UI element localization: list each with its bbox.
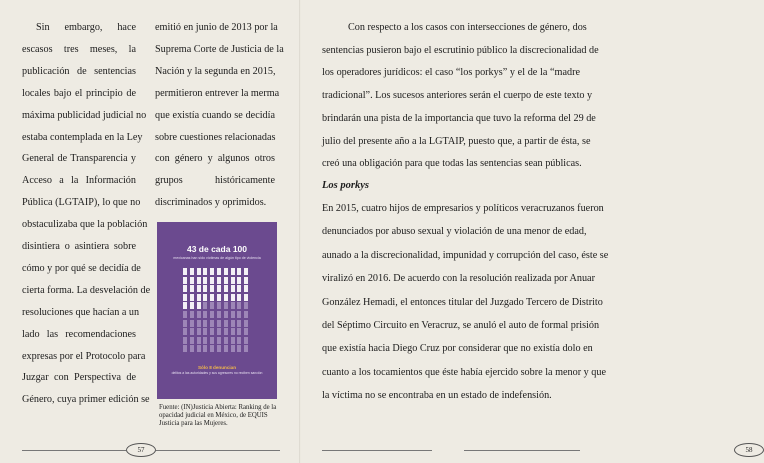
infographic-footnote: delitos a las autoridades y sus agresores no reciben sanción [171, 371, 263, 375]
woman-figure [224, 337, 228, 344]
woman-figure [217, 302, 221, 309]
text-line: cierta forma. La desvelación de [22, 284, 151, 296]
woman-figure [244, 311, 248, 318]
woman-figure [210, 311, 214, 318]
woman-figure [210, 302, 214, 309]
woman-figure [203, 311, 207, 318]
woman-figure [197, 294, 201, 301]
woman-figure [197, 337, 201, 344]
woman-figure [224, 294, 228, 301]
infographic-highlight: Sólo 8 denuncian [197, 365, 237, 370]
text-line: Nación y la segunda en 2015, [155, 65, 276, 77]
text-line: denunciados por abuso sexual y violación de una menor de edad, [322, 226, 587, 238]
text-line: sobre cuestiones relacionadas [155, 131, 276, 143]
text-line: grupos históricamente [155, 175, 275, 187]
text-line: escasos tres meses, la [22, 43, 136, 55]
text-line: Género, cuya primer edición se [22, 394, 150, 406]
text-line: permitieron entrever la merma [155, 87, 280, 99]
woman-figure [244, 320, 248, 327]
text-line: Sin embargo, hace [36, 22, 136, 33]
woman-figure [190, 320, 194, 327]
infographic-subline: mexicanas han sido víctimas de algún tipo de violencia [173, 256, 261, 260]
text-line: resoluciones que hacían a un [22, 306, 140, 318]
text-line: creó una obligación para que todas las sentencias sean públicas. [322, 158, 582, 170]
woman-figure [203, 268, 207, 275]
section-heading: Los porkys [322, 180, 369, 191]
footer-rule-left [22, 450, 126, 451]
woman-figure [190, 277, 194, 284]
woman-figure [231, 311, 235, 318]
woman-figure [190, 285, 194, 292]
woman-figure [224, 277, 228, 284]
woman-figure [224, 285, 228, 292]
woman-figure [224, 268, 228, 275]
woman-figure [237, 268, 241, 275]
woman-figure [217, 294, 221, 301]
text-line: obstaculizaba que la población [22, 219, 148, 231]
woman-figure [210, 328, 214, 335]
woman-figure [237, 345, 241, 352]
text-line: lado las recomendaciones [22, 328, 136, 340]
woman-figure [217, 285, 221, 292]
woman-figure [224, 320, 228, 327]
woman-figure [237, 294, 241, 301]
text-line: González Hemadi, el entonces titular del Juzgado Tercero de Distrito [322, 296, 603, 308]
footer-rule-right [464, 450, 580, 451]
text-line: que existía hacia Diego Cruz por considerar que no existía dolo en [322, 343, 593, 355]
text-line: Juzgar con Perspectiva de [22, 372, 136, 384]
text-line: Pública (LGTAIP), lo que no [22, 197, 141, 209]
woman-figure [203, 328, 207, 335]
woman-figure [190, 268, 194, 275]
woman-figure [190, 345, 194, 352]
woman-figure [190, 302, 194, 309]
woman-figure [203, 345, 207, 352]
woman-figure [190, 328, 194, 335]
woman-figure [190, 337, 194, 344]
woman-figure [183, 320, 187, 327]
woman-figure [244, 337, 248, 344]
text-line: sentencias pusieron bajo el escrutinio público la discrecionalidad de [322, 44, 599, 56]
text-line: Suprema Corte de Justicia de la [155, 43, 284, 55]
woman-figure [237, 337, 241, 344]
woman-figure [217, 311, 221, 318]
woman-figure [231, 337, 235, 344]
woman-figure [183, 345, 187, 352]
woman-figure [217, 337, 221, 344]
text-line: máxima publicidad judicial no [22, 109, 147, 121]
woman-figure [183, 328, 187, 335]
woman-figure [197, 302, 201, 309]
woman-figure [224, 328, 228, 335]
woman-figure [237, 285, 241, 292]
woman-figure [183, 311, 187, 318]
text-line: Acceso a la Información [22, 175, 136, 187]
woman-figure [210, 277, 214, 284]
woman-figure [237, 328, 241, 335]
text-line: disintiera o asintiera sobre [22, 241, 136, 252]
right-page [300, 0, 753, 463]
woman-figure [224, 345, 228, 352]
woman-figure [210, 320, 214, 327]
woman-figure [231, 320, 235, 327]
woman-figure [244, 285, 248, 292]
text-line: publicación de sentencias [22, 65, 136, 77]
woman-figure [231, 294, 235, 301]
woman-figure [217, 328, 221, 335]
woman-figure [197, 328, 201, 335]
text-line: aunado a la discrecionalidad, impunidad y corrupción del caso, éste se [322, 249, 609, 261]
woman-figure [244, 277, 248, 284]
figure-caption: Fuente: (IN)Justicia Abierta: Ranking de la opacidad judicial en México, de EQUIS Justicia para las Mujeres. [159, 404, 277, 428]
text-line: julio del presente año a la LGTAIP, puesto que, a partir de ésta, se [322, 135, 591, 147]
woman-figure [203, 337, 207, 344]
woman-figure [237, 320, 241, 327]
left-page [0, 0, 300, 463]
woman-figure [183, 294, 187, 301]
women-figures-grid [183, 268, 251, 354]
woman-figure [244, 268, 248, 275]
woman-figure [197, 311, 201, 318]
woman-figure [197, 285, 201, 292]
woman-figure [244, 294, 248, 301]
text-line: En 2015, cuatro hijos de empresarios y políticos veracruzanos fueron [322, 203, 604, 214]
woman-figure [231, 345, 235, 352]
text-line: los operadores jurídicos: el caso “los porkys” y el de la “madre [322, 67, 580, 79]
woman-figure [210, 294, 214, 301]
woman-figure [203, 294, 207, 301]
woman-figure [231, 277, 235, 284]
text-line: General de Transparencia y [22, 153, 136, 165]
woman-figure [237, 311, 241, 318]
woman-figure [203, 302, 207, 309]
woman-figure [197, 268, 201, 275]
text-line: con género y algunos otros [155, 153, 275, 165]
woman-figure [203, 320, 207, 327]
text-line: expresas por el Protocolo para [22, 350, 146, 362]
woman-figure [217, 320, 221, 327]
woman-figure [197, 277, 201, 284]
infographic-headline: 43 de cada 100 [186, 244, 247, 254]
woman-figure [231, 328, 235, 335]
text-line: discriminados y oprimidos. [155, 197, 267, 209]
woman-figure [197, 320, 201, 327]
footer-rule-left [322, 450, 432, 451]
woman-figure [210, 337, 214, 344]
page-number-right: 58 [734, 443, 764, 457]
woman-figure [231, 285, 235, 292]
page-number-left: 57 [126, 443, 156, 457]
text-line: del Séptimo Circuito en Veracruz, se anuló el auto de formal prisión [322, 320, 600, 331]
woman-figure [217, 345, 221, 352]
woman-figure [210, 285, 214, 292]
woman-figure [190, 294, 194, 301]
woman-figure [217, 268, 221, 275]
woman-figure [183, 337, 187, 344]
text-line: cuanto a los tocamientos que éste había ejercido sobre la menor y que [322, 366, 607, 378]
text-line: cómo y por qué se decidía de [22, 262, 141, 274]
woman-figure [210, 345, 214, 352]
woman-figure [183, 268, 187, 275]
woman-figure [237, 302, 241, 309]
woman-figure [183, 302, 187, 309]
woman-figure [210, 268, 214, 275]
footer-rule-right [156, 450, 280, 451]
text-line: emitió en junio de 2013 por la [155, 22, 278, 33]
woman-figure [183, 285, 187, 292]
text-line: tradicional”. Los sucesos anteriores serán el cuerpo de este texto y [322, 90, 593, 102]
woman-figure [197, 345, 201, 352]
text-line: la víctima no se encontraba en un estado de indefensión. [322, 390, 552, 402]
text-line: que existía cuando se decidía [155, 109, 275, 121]
woman-figure [244, 328, 248, 335]
text-line: estaba contemplada en la Ley [22, 131, 143, 143]
woman-figure [203, 277, 207, 284]
woman-figure [203, 285, 207, 292]
woman-figure [244, 302, 248, 309]
woman-figure [183, 277, 187, 284]
woman-figure [244, 345, 248, 352]
woman-figure [231, 268, 235, 275]
woman-figure [231, 302, 235, 309]
woman-figure [190, 311, 194, 318]
woman-figure [217, 277, 221, 284]
woman-figure [224, 302, 228, 309]
violence-infographic [157, 222, 277, 399]
woman-figure [224, 311, 228, 318]
text-line: Con respecto a los casos con intersecciones de género, dos [348, 22, 587, 33]
text-line: viralizó en 2016. De acuerdo con la resolución realizada por Anuar [322, 273, 595, 285]
text-line: brindarán una pista de la importancia que tuvo la reforma del 29 de [322, 112, 596, 124]
woman-figure [237, 277, 241, 284]
text-line: locales bajo el principio de [22, 87, 136, 99]
